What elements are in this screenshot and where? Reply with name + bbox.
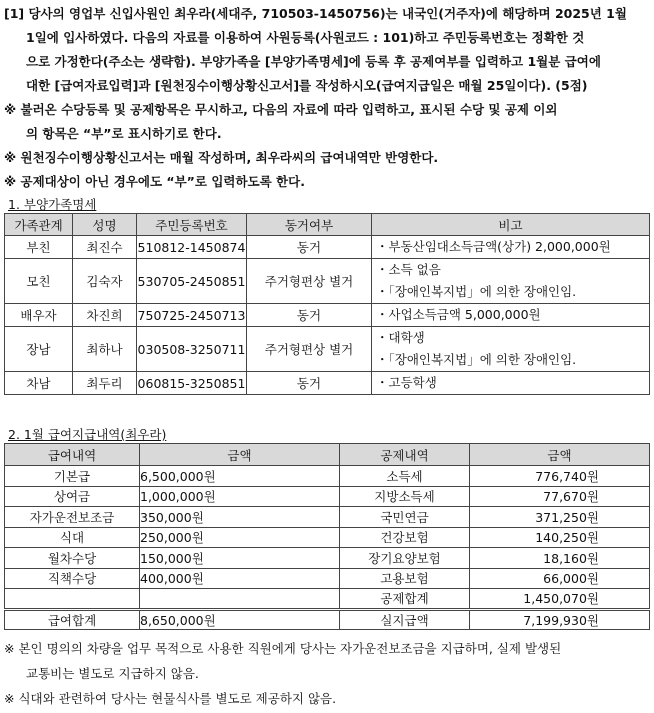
payroll-header-row xyxy=(5,444,650,466)
table-row xyxy=(5,589,650,610)
note-line: 의 항목은 “부”로 표시하기로 한다. xyxy=(26,126,222,141)
table-row xyxy=(5,527,650,548)
note-line: ※ 공제대상이 아닌 경우에도 “부”로 입력하도록 한다. xyxy=(4,174,305,189)
id-cell: 750725-2450713 xyxy=(137,304,247,327)
pay-amount-cell: 6,500,000원 xyxy=(140,466,340,487)
note-text: ・부동산임대소득금액(상가) 2,000,000원 xyxy=(376,239,611,254)
pay-total-label: 급여합계 xyxy=(5,609,140,630)
living-cell: 주거형편상 별거 xyxy=(247,327,372,372)
header-cell: 가족관계 xyxy=(5,214,73,236)
table-row xyxy=(5,548,650,569)
footnote-line: 교통비는 별도로 지급하지 않음. xyxy=(26,666,199,681)
net-pay-amount: 7,199,930원 xyxy=(470,609,650,630)
footnote-line: ※ 식대와 관련하여 당사는 현물식사를 별도로 제공하지 않음. xyxy=(4,691,337,706)
table-row xyxy=(5,259,650,304)
pay-item-cell: 식대 xyxy=(5,527,140,548)
note-line: ※ 불러온 수당등록 및 공제항목은 무시하고, 다음의 자료에 따라 입력하고, 표시된 수당 및 공제 이외 xyxy=(4,102,558,117)
name-cell: 최진수 xyxy=(73,236,137,259)
living-cell: 동거 xyxy=(247,236,372,259)
note-cell xyxy=(372,236,650,259)
note-text: ・고등학생 xyxy=(376,375,437,390)
table-row xyxy=(5,327,650,372)
living-cell: 동거 xyxy=(247,372,372,395)
header-cell: 주민등록번호 xyxy=(137,214,247,236)
deduction-amount-cell: 140,250원 xyxy=(470,527,650,548)
id-cell: 030508-3250711 xyxy=(137,327,247,372)
header-cell: 성명 xyxy=(73,214,137,236)
family-header-row xyxy=(5,214,650,236)
header-cell: 급여내역 xyxy=(5,444,140,466)
table-row xyxy=(5,609,650,630)
header-cell: 동거여부 xyxy=(247,214,372,236)
table-row xyxy=(5,486,650,507)
deduction-amount-cell: 18,160원 xyxy=(470,548,650,569)
table-row xyxy=(5,372,650,395)
deduction-amount-cell: 66,000원 xyxy=(470,568,650,589)
pay-amount-cell: 1,000,000원 xyxy=(140,486,340,507)
living-cell: 주거형편상 별거 xyxy=(247,259,372,304)
question-line: [1] 당사의 영업부 신입사원인 최우라(세대주, 710503-1450756)는 내국인(거주자)에 해당하며 2025년 1월 xyxy=(4,6,627,21)
question-block xyxy=(4,2,650,194)
note-cell xyxy=(372,259,650,304)
table-row xyxy=(5,236,650,259)
note-text: ・「장애인복지법」에 의한 장애인임. xyxy=(376,284,577,299)
table-row xyxy=(5,304,650,327)
pay-item-cell: 직책수당 xyxy=(5,568,140,589)
note-text: ・대학생 xyxy=(376,330,425,345)
relation-cell: 배우자 xyxy=(5,304,73,327)
question-line: 으로 가정한다(주소는 생략함). 부양가족을 [부양가족명세]에 등록 후 공제여부를 입력하고 1월분 급여에 xyxy=(26,54,601,69)
id-cell: 530705-2450851 xyxy=(137,259,247,304)
payroll-section-title: 2. 1월 급여지급내역(최우라) xyxy=(8,427,167,442)
deduction-amount-cell: 776,740원 xyxy=(470,466,650,487)
relation-cell: 차남 xyxy=(5,372,73,395)
pay-item-cell xyxy=(5,589,140,610)
pay-amount-cell: 350,000원 xyxy=(140,507,340,528)
footnotes xyxy=(4,636,650,711)
pay-item-cell: 상여금 xyxy=(5,486,140,507)
relation-cell: 장남 xyxy=(5,327,73,372)
deduction-amount-cell: 371,250원 xyxy=(470,507,650,528)
header-cell: 금액 xyxy=(470,444,650,466)
note-cell xyxy=(372,327,650,372)
question-line: 1일에 입사하였다. 다음의 자료를 이용하여 사원등록(사원코드 : 101)하고 주민등록번호는 정확한 것 xyxy=(26,30,585,45)
pay-item-cell: 기본급 xyxy=(5,466,140,487)
footnote-line: ※ 본인 명의의 차량을 업무 목적으로 사용한 직원에게 당사는 자가운전보조금을 지급하며, 실제 발생된 xyxy=(4,641,562,656)
pay-amount-cell: 150,000원 xyxy=(140,548,340,569)
table-row xyxy=(5,507,650,528)
question-line: 대한 [급여자료입력]과 [원천징수이행상황신고서]를 작성하시오(급여지급일은 매월 25일이다). (5점) xyxy=(26,78,588,93)
header-cell: 금액 xyxy=(140,444,340,466)
payroll-table xyxy=(4,443,650,630)
name-cell: 차진희 xyxy=(73,304,137,327)
name-cell: 최두리 xyxy=(73,372,137,395)
relation-cell: 부친 xyxy=(5,236,73,259)
family-table xyxy=(4,213,650,395)
deduction-amount-cell: 77,670원 xyxy=(470,486,650,507)
deduction-total-amount: 1,450,070원 xyxy=(470,589,650,610)
id-cell: 060815-3250851 xyxy=(137,372,247,395)
note-cell xyxy=(372,372,650,395)
pay-amount-cell xyxy=(140,589,340,610)
relation-cell: 모친 xyxy=(5,259,73,304)
name-cell: 김숙자 xyxy=(73,259,137,304)
header-cell: 공제내역 xyxy=(340,444,470,466)
pay-item-cell: 월차수당 xyxy=(5,548,140,569)
table-row xyxy=(5,466,650,487)
deduction-item-cell: 국민연금 xyxy=(340,507,470,528)
note-line: ※ 원천징수이행상황신고서는 매월 작성하며, 최우라씨의 급여내역만 반영한다. xyxy=(4,150,439,165)
deduction-total-label: 공제합계 xyxy=(340,589,470,610)
pay-amount-cell: 250,000원 xyxy=(140,527,340,548)
note-text: ・소득 없음 xyxy=(376,262,441,277)
deduction-item-cell: 지방소득세 xyxy=(340,486,470,507)
pay-total-amount: 8,650,000원 xyxy=(140,609,340,630)
living-cell: 동거 xyxy=(247,304,372,327)
deduction-item-cell: 고용보험 xyxy=(340,568,470,589)
table-row xyxy=(5,568,650,589)
note-text: ・사업소득금액 5,000,000원 xyxy=(376,307,541,322)
header-cell: 비고 xyxy=(372,214,650,236)
deduction-item-cell: 소득세 xyxy=(340,466,470,487)
instruction-notes xyxy=(4,98,650,194)
pay-amount-cell: 400,000원 xyxy=(140,568,340,589)
deduction-item-cell: 장기요양보험 xyxy=(340,548,470,569)
id-cell: 510812-1450874 xyxy=(137,236,247,259)
note-text: ・「장애인복지법」에 의한 장애인임. xyxy=(376,352,577,367)
note-cell xyxy=(372,304,650,327)
pay-item-cell: 자가운전보조금 xyxy=(5,507,140,528)
family-section-title: 1. 부양가족명세 xyxy=(8,197,97,212)
name-cell: 최하나 xyxy=(73,327,137,372)
net-pay-label: 실지급액 xyxy=(340,609,470,630)
deduction-item-cell: 건강보험 xyxy=(340,527,470,548)
